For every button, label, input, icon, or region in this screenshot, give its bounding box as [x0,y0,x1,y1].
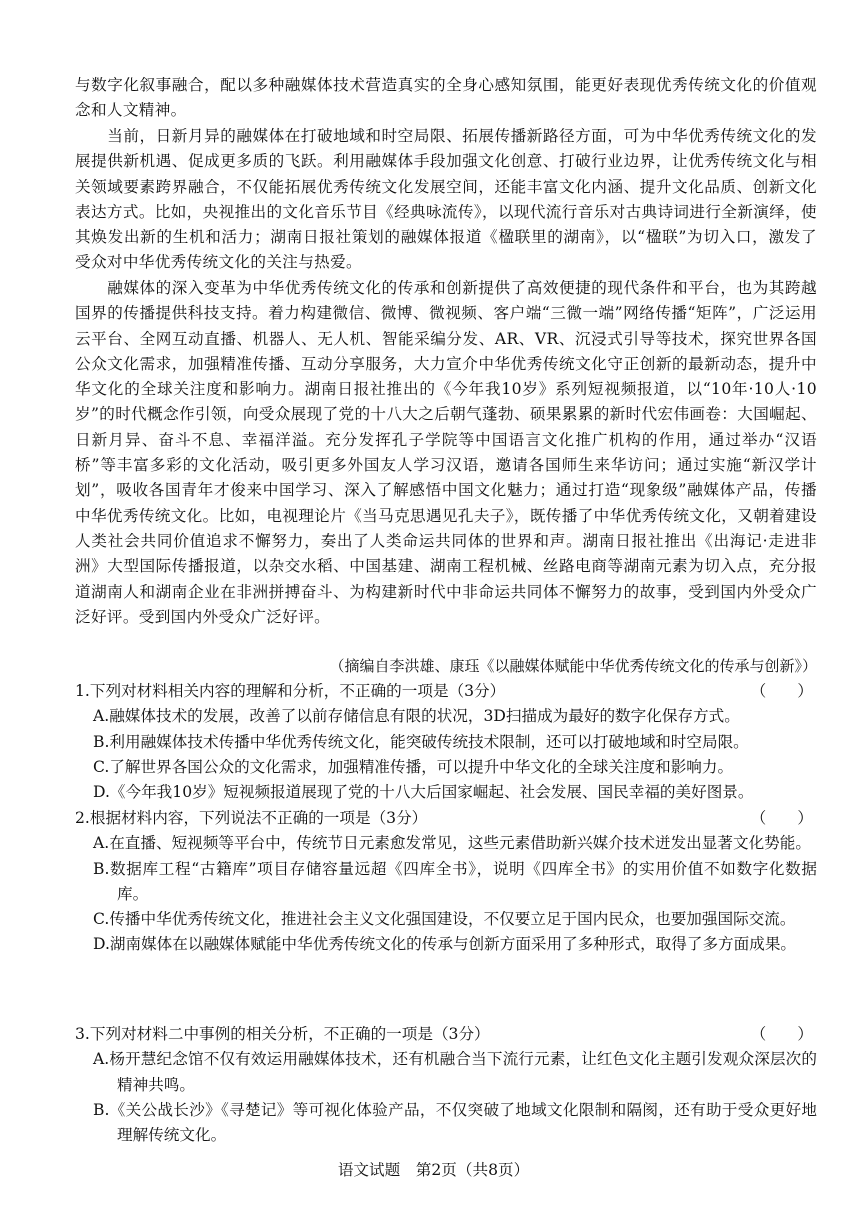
option-d: D.湖南媒体在以融媒体赋能中华优秀传统文化的传承与创新方面采用了多种形式，取得了多方面成果。 [93,935,797,954]
answer-blank: （ ） [750,809,813,827]
answer-blank: （ ） [750,682,813,700]
question-1 [75,679,817,805]
question-stem: 2.根据材料内容，下列说法不正确的一项是（3分） [75,809,428,827]
option-d: D.《今年我10岁》短视频报道展现了党的十八大后国家崛起、社会发展、国民幸福的美好图景。 [93,783,754,802]
passage-paragraph-3: 融媒体的深入变革为中华优秀传统文化的传承和创新提供了高效便捷的现代条件和平台，也为其跨越国界的传播提供科技支持。着力构建微信、微博、微视频、客户端“三微一端”网络传播“矩阵”，广泛运用云平台、全网互动直播、机器人、无人机、智能采编分发、AR、VR、沉浸式引导等技术，探究世界各国公众文化需求，加强精准传播、互动分享服务，大力宣介中华优秀传统文化守正创新的最新动态，提升中华文化的全球关注度和影响力。湖南日报社推出的《今年我10岁》系列短视频报道，以“10年·10人·10岁”的时代概念作引领，向受众展现了党的十八大之后朝气蓬勃、硕果累累的新时代宏伟画卷：大国崛起、日新月异、奋斗不息、幸福洋溢。充分发挥孔子学院等中国语言文化推广机构的作用，通过举办“汉语桥”等丰富多彩的文化活动，吸引更多外国友人学习汉语，邀请各国师生来华访问；通过实施“新汉学计划”，吸收各国青年才俊来中国学习、深入了解感悟中国文化魅力；通过打造“现象级”融媒体产品，传播中华优秀传统文化。比如，电视理论片《当马克思遇见孔夫子》，既传播了中华优秀传统文化，又朝着建设人类社会共同价值追求不懈努力，奏出了人类命运共同体的世界和声。湖南日报社推出《出海记·走进非洲》大型国际传播报道，以杂交水稻、中国基建、湖南工程机械、丝路电商等湖南元素为切入点，充分报道湖南人和湖南企业在非洲拼搏奋斗、为构建新时代中非命运共同体不懈努力的故事，受到国内外受众广泛好评。受到国内外受众广泛好评。 [75,279,817,626]
question-stem: 1.下列对材料相关内容的理解和分析，不正确的一项是（3分） [75,682,506,700]
option-a: A.融媒体技术的发展，改善了以前存储信息有限的状况，3D扫描成为最好的数字化保存方式。 [93,707,740,726]
passage-paragraph-1: 与数字化叙事融合，配以多种融媒体技术营造真实的全身心感知氛围，能更好表现优秀传统文化的价值观念和人文精神。 [75,76,817,120]
passage-paragraph-2: 当前，日新月异的融媒体在打破地域和时空局限、拓展传播新路径方面，可为中华优秀传统文化的发展提供新机遇、促成更多质的飞跃。利用融媒体手段加强文化创意、打破行业边界，让优秀传统文化与相关领域要素跨界融合，不仅能拓展优秀传统文化发展空间，还能丰富文化内涵、提升文化品质、创新文化表达方式。比如，央视推出的文化音乐节目《经典咏流传》，以现代流行音乐对古典诗词进行全新演绎，使其焕发出新的生机和活力；湖南日报社策划的融媒体报道《楹联里的湖南》，以“楹联”为切入口，激发了受众对中华优秀传统文化的关注与热爱。 [75,127,817,272]
source-citation: （摘编自李洪雄、康珏《以融媒体赋能中华优秀传统文化的传承与创新》） [329,657,817,675]
answer-blank: （ ） [750,1025,813,1043]
option-a: A.杨开慧纪念馆不仅有效运用融媒体技术，还有机融合当下流行元素，让红色文化主题引发观众深层次的精神共鸣。 [93,1050,817,1094]
option-c: C.传播中华优秀传统文化，推进社会主义文化强国建设，不仅要立足于国内民众，也要加强国际交流。 [93,910,796,929]
page-footer: 语文试题 第2页（共8页） [337,1161,530,1179]
question-2 [75,806,817,958]
option-a: A.在直播、短视频等平台中，传统节日元素愈发常见，这些元素借助新兴媒介技术迸发出显著文化势能。 [93,834,811,853]
option-b: B.利用融媒体技术传播中华优秀传统文化，能突破传统技术限制，还可以打破地域和时空局限。 [93,732,749,751]
option-c: C.了解世界各国公众的文化需求，加强精准传播，可以提升中华文化的全球关注度和影响力。 [93,757,734,776]
question-stem: 3.下列对材料二中事例的相关分析，不正确的一项是（3分） [75,1025,490,1043]
option-b: B.数据库工程“古籍库”项目存储容量远超《四库全书》，说明《四库全书》的实用价值不如数字化数据库。 [93,859,817,903]
question-3 [75,1022,817,1148]
option-b: B.《关公战长沙》《寻楚记》等可视化体验产品，不仅突破了地域文化限制和隔阂，还有助于受众更好地理解传统文化。 [93,1100,817,1145]
